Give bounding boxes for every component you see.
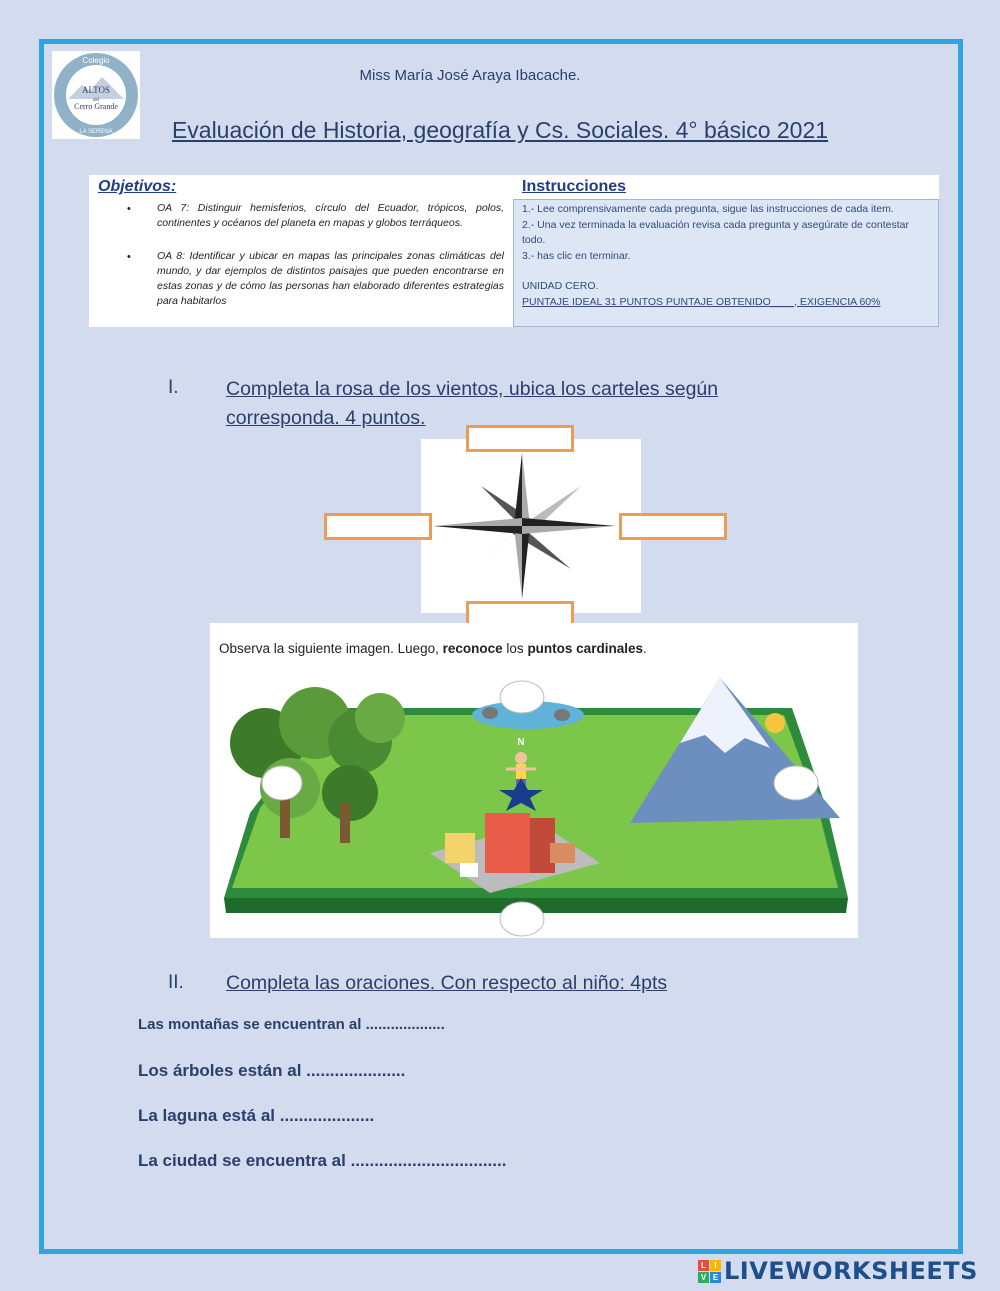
landscape-illustration bbox=[210, 623, 858, 938]
scene-answer-west-input[interactable] bbox=[262, 766, 302, 800]
logo-top-text: Colegio bbox=[82, 56, 110, 65]
scene-answer-south-input[interactable] bbox=[500, 902, 544, 936]
logo-name-3: Cerro Grande bbox=[74, 102, 118, 111]
sentence-city: La ciudad se encuentra al ................................. bbox=[138, 1151, 507, 1170]
compass-label-west-input[interactable] bbox=[324, 513, 432, 540]
section-1-title-line1: Completa la rosa de los vientos, ubica los carteles según bbox=[226, 378, 719, 400]
liveworksheets-blocks-icon: L I V E bbox=[698, 1260, 721, 1283]
bullet-icon: • bbox=[127, 251, 131, 263]
sentence-trees: Los árboles están al ..................... bbox=[138, 1061, 406, 1080]
unit-label: UNIDAD CERO. bbox=[522, 280, 599, 292]
sentence-lake: La laguna está al .................... bbox=[138, 1106, 375, 1125]
north-letter: N bbox=[517, 737, 525, 748]
compass-rose-icon bbox=[421, 439, 641, 613]
logo-bottom-text: LA SERENA bbox=[79, 129, 113, 135]
section-2-title: Completa las oraciones. Con respecto al niño: 4pts bbox=[226, 972, 668, 994]
sentence-mountains: Las montañas se encuentran al ................... bbox=[138, 1016, 445, 1033]
cardinal-points-scene bbox=[210, 623, 858, 938]
objective-item: OA 7: Distinguir hemisferios, círculo del Ecuador, trópicos, polos, continentes y océanos del planeta en mapas y globos terráqueos. bbox=[157, 202, 504, 229]
scene-answer-east-input[interactable] bbox=[774, 766, 818, 800]
section-1-number: I. bbox=[168, 377, 179, 398]
objectives-table bbox=[89, 175, 939, 327]
objectives-heading: Objetivos: bbox=[98, 178, 177, 195]
score-line: PUNTAJE IDEAL 31 PUNTOS PUNTAJE OBTENIDO____, EXIGENCIA 60% bbox=[522, 295, 881, 308]
teacher-name: Miss María José Araya Ibacache. bbox=[359, 67, 581, 84]
instructions-heading: Instrucciones bbox=[522, 178, 627, 195]
instructions-cell bbox=[513, 199, 939, 327]
scene-caption: Observa la siguiente imagen. Luego, reconoce los puntos cardinales. bbox=[219, 641, 647, 656]
instruction-item: 1.- Lee comprensivamente cada pregunta, sigue las instrucciones de cada item. bbox=[522, 203, 894, 215]
logo-name-2: del bbox=[92, 98, 100, 103]
compass-label-east-input[interactable] bbox=[619, 513, 727, 540]
compass-label-north-input[interactable] bbox=[466, 425, 574, 452]
logo-name-1: ALTOS bbox=[81, 85, 111, 95]
compass-rose-image bbox=[421, 439, 641, 613]
scene-answer-north-input[interactable] bbox=[500, 681, 544, 713]
liveworksheets-logo bbox=[698, 1256, 978, 1286]
section-1-title-line2: corresponda. 4 puntos. bbox=[226, 407, 426, 429]
instruction-item: 2.- Una vez terminada la evaluación revisa cada pregunta y asegúrate de contestar todo. bbox=[522, 218, 909, 246]
school-logo bbox=[52, 51, 140, 139]
page-title: Evaluación de Historia, geografía y Cs. Sociales. 4° básico 2021 bbox=[171, 117, 829, 143]
instruction-item: 3.- has clic en terminar. bbox=[522, 249, 631, 262]
section-2-number: II. bbox=[168, 972, 184, 993]
liveworksheets-brand-text: LIVEWORKSHEETS bbox=[724, 1257, 978, 1285]
objectives-list bbox=[89, 199, 513, 327]
bullet-icon: • bbox=[127, 203, 131, 215]
objective-item: OA 8: Identificar y ubicar en mapas las principales zonas climáticas del mundo, y dar ejemplos de distintos paisajes que pueden encontrarse en estas zonas y de cómo las personas han elaborado diferentes estrategias para habitarlos bbox=[157, 250, 504, 307]
